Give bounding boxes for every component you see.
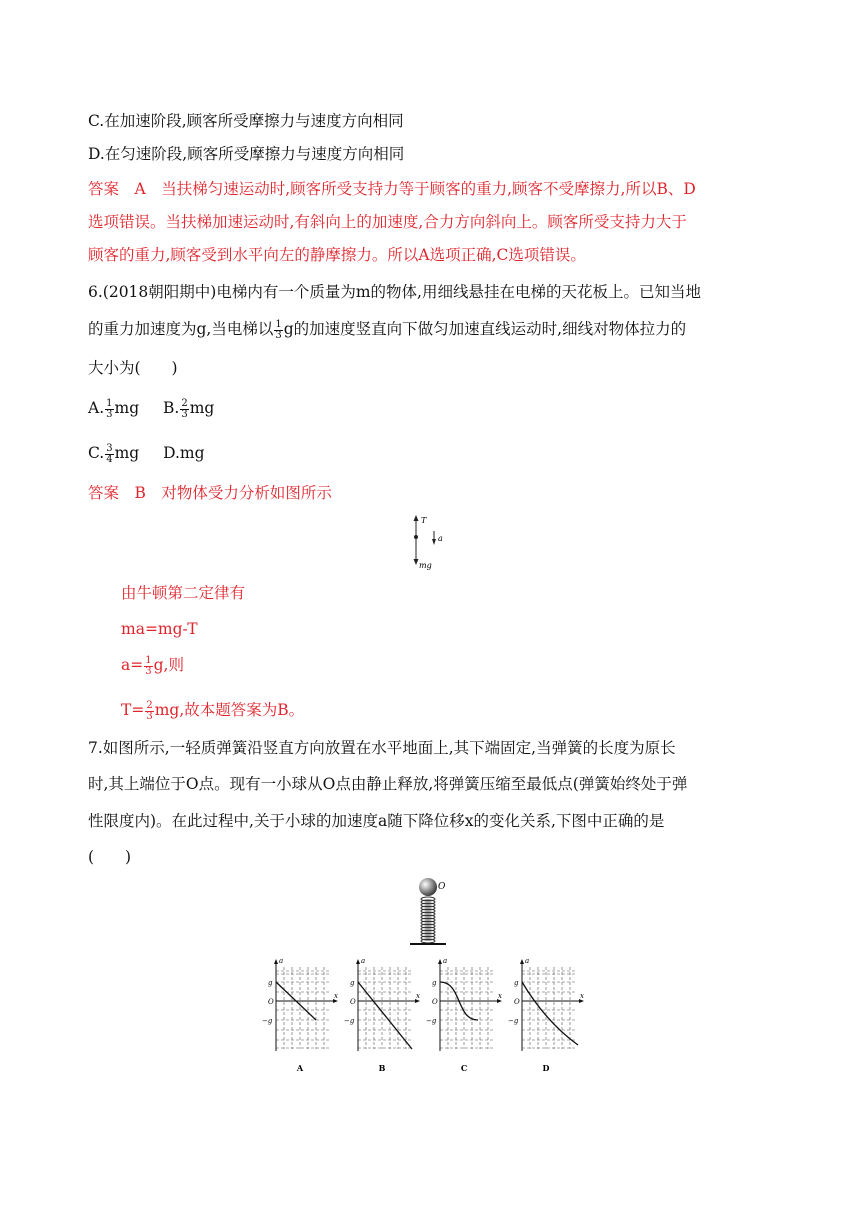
tick-label-g: g: [268, 979, 273, 987]
q6-solution-a-eq: a=: [121, 656, 144, 674]
fraction: $\frac{2}{3}$: [181, 397, 188, 420]
tick-label-neg-g: −g: [508, 1017, 519, 1025]
q6-solution-line-2: ma=mg-T: [121, 620, 198, 638]
q6-solution-line-3: [121, 654, 184, 677]
weight-label: mg: [419, 561, 432, 570]
axis-label-x: x: [416, 992, 420, 1000]
spring-ball-figure: [400, 873, 460, 953]
q6-solution-t-tail: mg,故本题答案为B。: [154, 701, 305, 719]
tick-label-g: g: [350, 979, 355, 987]
acceleration-label: a: [438, 534, 443, 543]
q6-option-a-value: mg: [114, 399, 140, 417]
a-axis-arrow: [520, 959, 524, 964]
force-diagram: [405, 513, 455, 573]
q6-options-cd: [88, 442, 205, 465]
q5-option-c: C.在加速阶段,顾客所受摩擦力与速度方向相同: [88, 112, 404, 130]
graph-curve-d: [522, 982, 578, 1045]
tick-label-o: O: [432, 998, 438, 1006]
fraction: $\frac{1}{3}$: [106, 397, 113, 420]
q6-stem-line-2: [88, 318, 686, 341]
q5-answer-line-2: 选项错误。当扶梯加速运动时,有斜向上的加速度,合力方向斜向上。顾客所受支持力大于: [88, 213, 687, 231]
tick-label-g: g: [432, 979, 437, 987]
tick-label-neg-g: −g: [262, 1017, 273, 1025]
a-axis-arrow: [438, 959, 442, 964]
axis-label-x: x: [498, 992, 502, 1000]
a-axis-arrow: [274, 959, 278, 964]
axis-label-x: x: [334, 992, 338, 1000]
q6-option-c-value: mg: [114, 444, 140, 462]
graph-label-b: B: [378, 1063, 386, 1073]
axis-label-a: a: [279, 957, 284, 965]
q6-stem-text-b: g的加速度竖直向下做匀加速直线运动时,细线对物体拉力的: [283, 320, 687, 338]
q6-option-c-label: C.: [88, 444, 105, 462]
q7-stem-line-1: 7.如图所示,一轻质弹簧沿竖直方向放置在水平地面上,其下端固定,当弹簧的长度为原长: [88, 739, 676, 757]
axis-label-a: a: [361, 957, 366, 965]
axis-label-a: a: [443, 957, 448, 965]
tick-label-g: g: [514, 979, 519, 987]
fraction: $\frac{1}{3}$: [145, 654, 152, 677]
graph-label-a: A: [296, 1063, 304, 1073]
q6-option-b-value: mg: [189, 399, 215, 417]
fraction: $\frac{1}{3}$: [275, 318, 282, 341]
q6-option-a-label: A.: [88, 399, 105, 417]
q6-options-ab: [88, 397, 214, 420]
q6-stem-text-a: 的重力加速度为g,当电梯以: [88, 320, 274, 338]
tick-label-neg-g: −g: [344, 1017, 355, 1025]
q5-answer-line-1: 答案 A 当扶梯匀速运动时,顾客所受支持力等于顾客的重力,顾客不受摩擦力,所以B、D: [88, 180, 696, 198]
q7-stem-line-4: ( ): [88, 848, 132, 866]
q6-solution-line-4: [121, 699, 304, 722]
tick-label-o: O: [350, 998, 356, 1006]
q6-stem-line-3: 大小为( ): [88, 359, 178, 377]
fraction: $\frac{3}{4}$: [106, 442, 113, 465]
tick-label-o: O: [514, 998, 520, 1006]
q6-answer: 答案 B 对物体受力分析如图所示: [88, 484, 332, 502]
graph-label-c: C: [460, 1063, 468, 1073]
spring: [421, 897, 435, 943]
q6-option-b-label: B.: [163, 399, 180, 417]
graph-label-d: D: [542, 1063, 550, 1073]
answer-graphs: [260, 955, 600, 1075]
ball: [419, 878, 437, 896]
fraction: $\frac{2}{3}$: [146, 699, 153, 722]
q7-stem-line-3: 性限度内)。在此过程中,关于小球的加速度a随下降位移x的变化关系,下图中正确的是: [88, 812, 665, 830]
tick-label-neg-g: −g: [426, 1017, 437, 1025]
q6-solution-line-1: 由牛顿第二定律有: [121, 584, 246, 602]
tick-label-o: O: [268, 998, 274, 1006]
q6-solution-a-tail: g,则: [153, 656, 184, 674]
q6-option-d: D.mg: [163, 444, 205, 462]
q7-stem-line-2: 时,其上端位于O点。现有一小球从O点由静止释放,将弹簧压缩至最低点(弹簧始终处于弹: [88, 775, 688, 793]
tension-label: T: [421, 516, 427, 525]
axis-label-x: x: [580, 992, 584, 1000]
q6-stem-line-1: 6.(2018朝阳期中)电梯内有一个质量为m的物体,用细线悬挂在电梯的天花板上。已知当地: [88, 283, 701, 301]
axis-label-a: a: [525, 957, 530, 965]
q5-option-d: D.在匀速阶段,顾客所受摩擦力与速度方向相同: [88, 145, 405, 163]
a-axis-arrow: [356, 959, 360, 964]
q5-answer-line-3: 顾客的重力,顾客受到水平向左的静摩擦力。所以A选项正确,C选项错误。: [88, 246, 586, 264]
q6-solution-t-eq: T=: [121, 701, 145, 719]
spring-o-label: O: [438, 882, 446, 892]
